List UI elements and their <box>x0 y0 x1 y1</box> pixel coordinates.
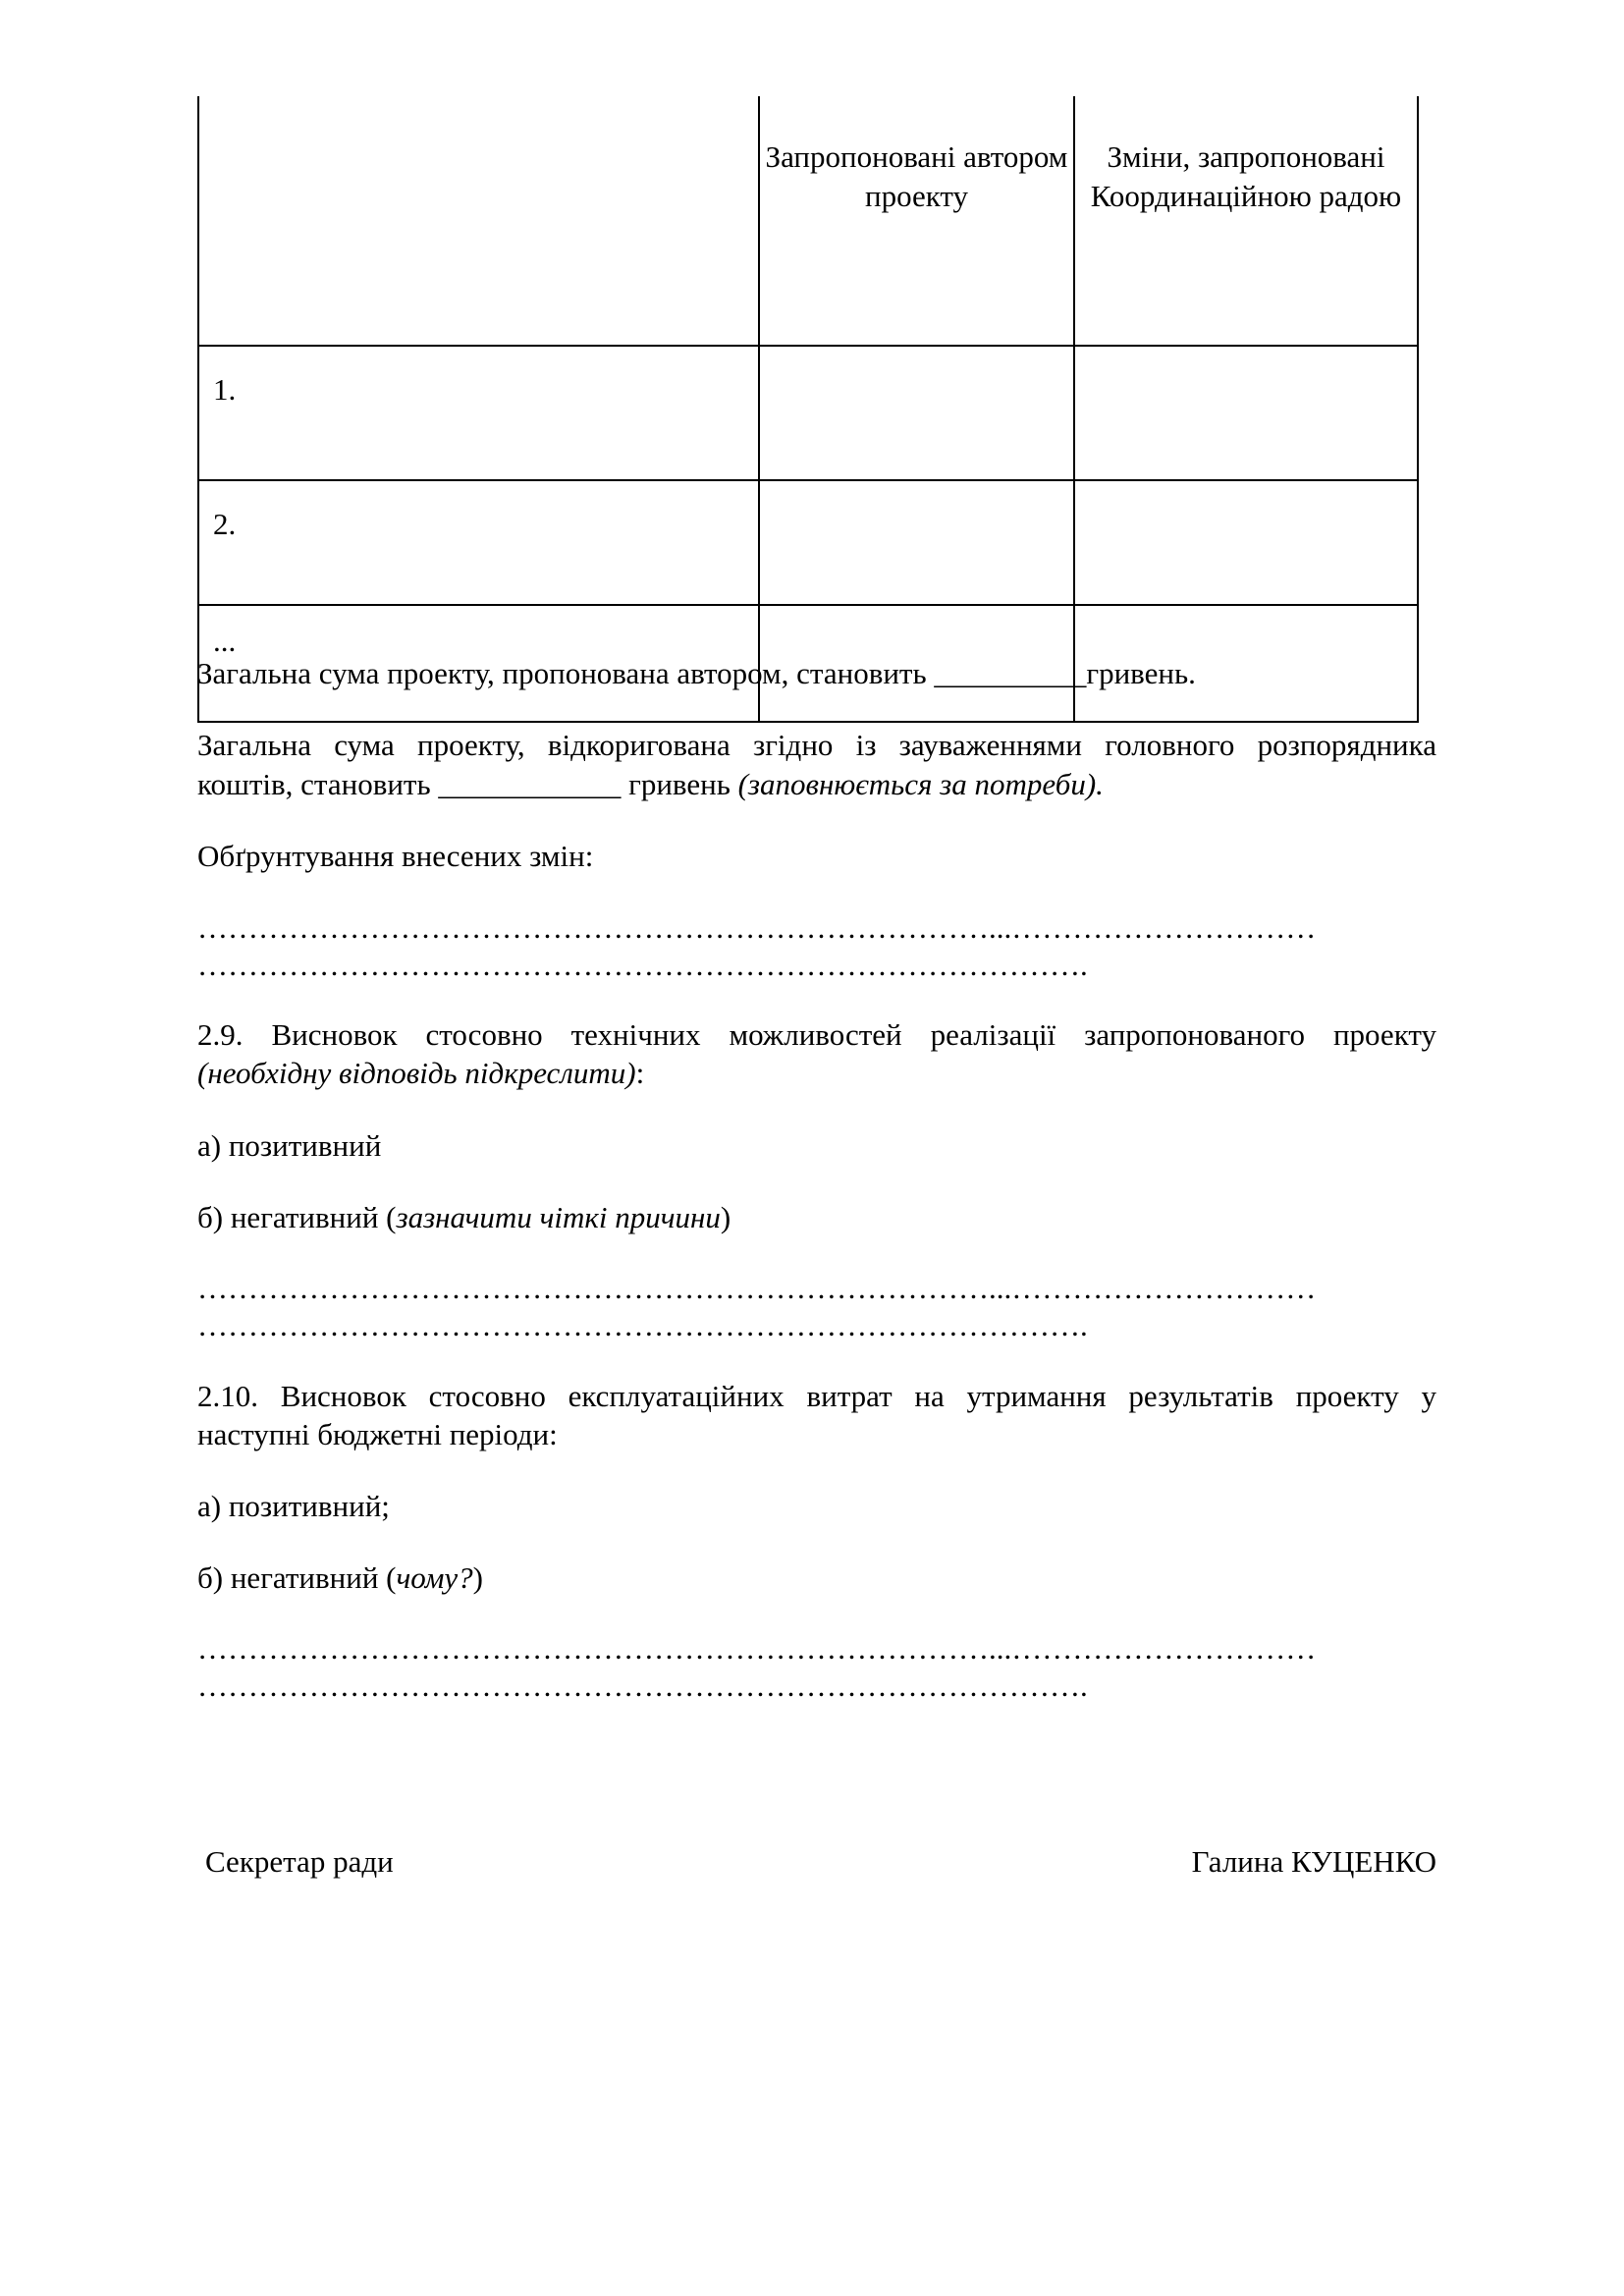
section-2-9-line2 <box>197 1054 1436 1093</box>
table-cell <box>1074 480 1418 605</box>
justification-label: Обґрунтування внесених змін: <box>197 839 594 873</box>
table-cell <box>759 346 1074 480</box>
table-cell <box>759 480 1074 605</box>
option-b-note: зазначити чіткі причини <box>396 1200 721 1234</box>
section-2-9-option-a: а) позитивний <box>197 1128 382 1163</box>
total-corrected-mid: гривень <box>628 767 731 801</box>
option-b-suffix: ) <box>720 1200 731 1234</box>
table-row <box>198 346 1418 480</box>
section-2-9-note: (необхідну відповідь підкреслити) <box>197 1056 636 1090</box>
option-b-suffix: ) <box>472 1560 483 1595</box>
total-author-prefix: Загальна сума проекту, пропонована автором, становить <box>197 656 927 690</box>
total-author-blank: __________ <box>934 656 1087 690</box>
signature-position: Секретар ради <box>205 1844 394 1879</box>
section-2-9-option-b <box>197 1198 1436 1237</box>
budget-changes-table <box>197 96 1419 723</box>
table-cell <box>1074 346 1418 480</box>
total-corrected-blank: ____________ <box>438 767 622 801</box>
table-row-label: ... <box>198 605 759 722</box>
total-author-paragraph <box>197 654 1436 693</box>
table-header-row <box>198 96 1418 346</box>
total-corrected-note: (заповнюється за потреби). <box>737 767 1104 801</box>
dotted-line: ……………………………………………………………………………. <box>197 1308 1088 1342</box>
table-row-label: 1. <box>198 346 759 480</box>
section-2-10-option-a: а) позитивний; <box>197 1489 390 1523</box>
header-author-text: Запропоновані автором проекту <box>765 139 1068 213</box>
option-b-note: чому? <box>396 1560 473 1595</box>
option-b-prefix: б) негативний ( <box>197 1200 397 1234</box>
signature-name: Галина КУЦЕНКО <box>1191 1844 1436 1879</box>
dotted-line: ……………………………………………………………………………. <box>197 1668 1088 1703</box>
table-row <box>198 480 1418 605</box>
table-header-author <box>759 96 1074 346</box>
table-header-council <box>1074 96 1418 346</box>
total-corrected-line2 <box>197 765 1436 804</box>
dotted-line: ……………………………………………………………………………. <box>197 948 1088 982</box>
option-b-prefix: б) негативний ( <box>197 1560 397 1595</box>
dotted-line: ……………………………………………………………………...………………………… <box>197 1271 1317 1305</box>
table-header-empty <box>198 96 759 346</box>
dotted-line: ……………………………………………………………………...………………………… <box>197 1631 1317 1666</box>
dotted-line: ……………………………………………………………………...………………………… <box>197 910 1317 945</box>
total-corrected-line1: Загальна сума проекту, відкоригована згідно із зауваженнями головного розпорядника <box>197 728 1436 762</box>
section-2-9-line1: 2.9. Висновок стосовно технічних можливостей реалізації запропонованого проекту <box>197 1017 1436 1052</box>
header-council-text: Зміни, запропоновані Координаційною радою <box>1090 139 1402 213</box>
table-row-label: 2. <box>198 480 759 605</box>
section-2-10-line2: наступні бюджетні періоди: <box>197 1417 558 1451</box>
total-author-suffix: гривень. <box>1086 656 1196 690</box>
section-2-10-option-b <box>197 1558 1436 1598</box>
total-corrected-prefix: коштів, становить <box>197 767 431 801</box>
section-2-10-line1: 2.10. Висновок стосовно експлуатаційних витрат на утримання результатів проекту у <box>197 1379 1436 1413</box>
section-2-9-note-tail: : <box>635 1056 645 1090</box>
